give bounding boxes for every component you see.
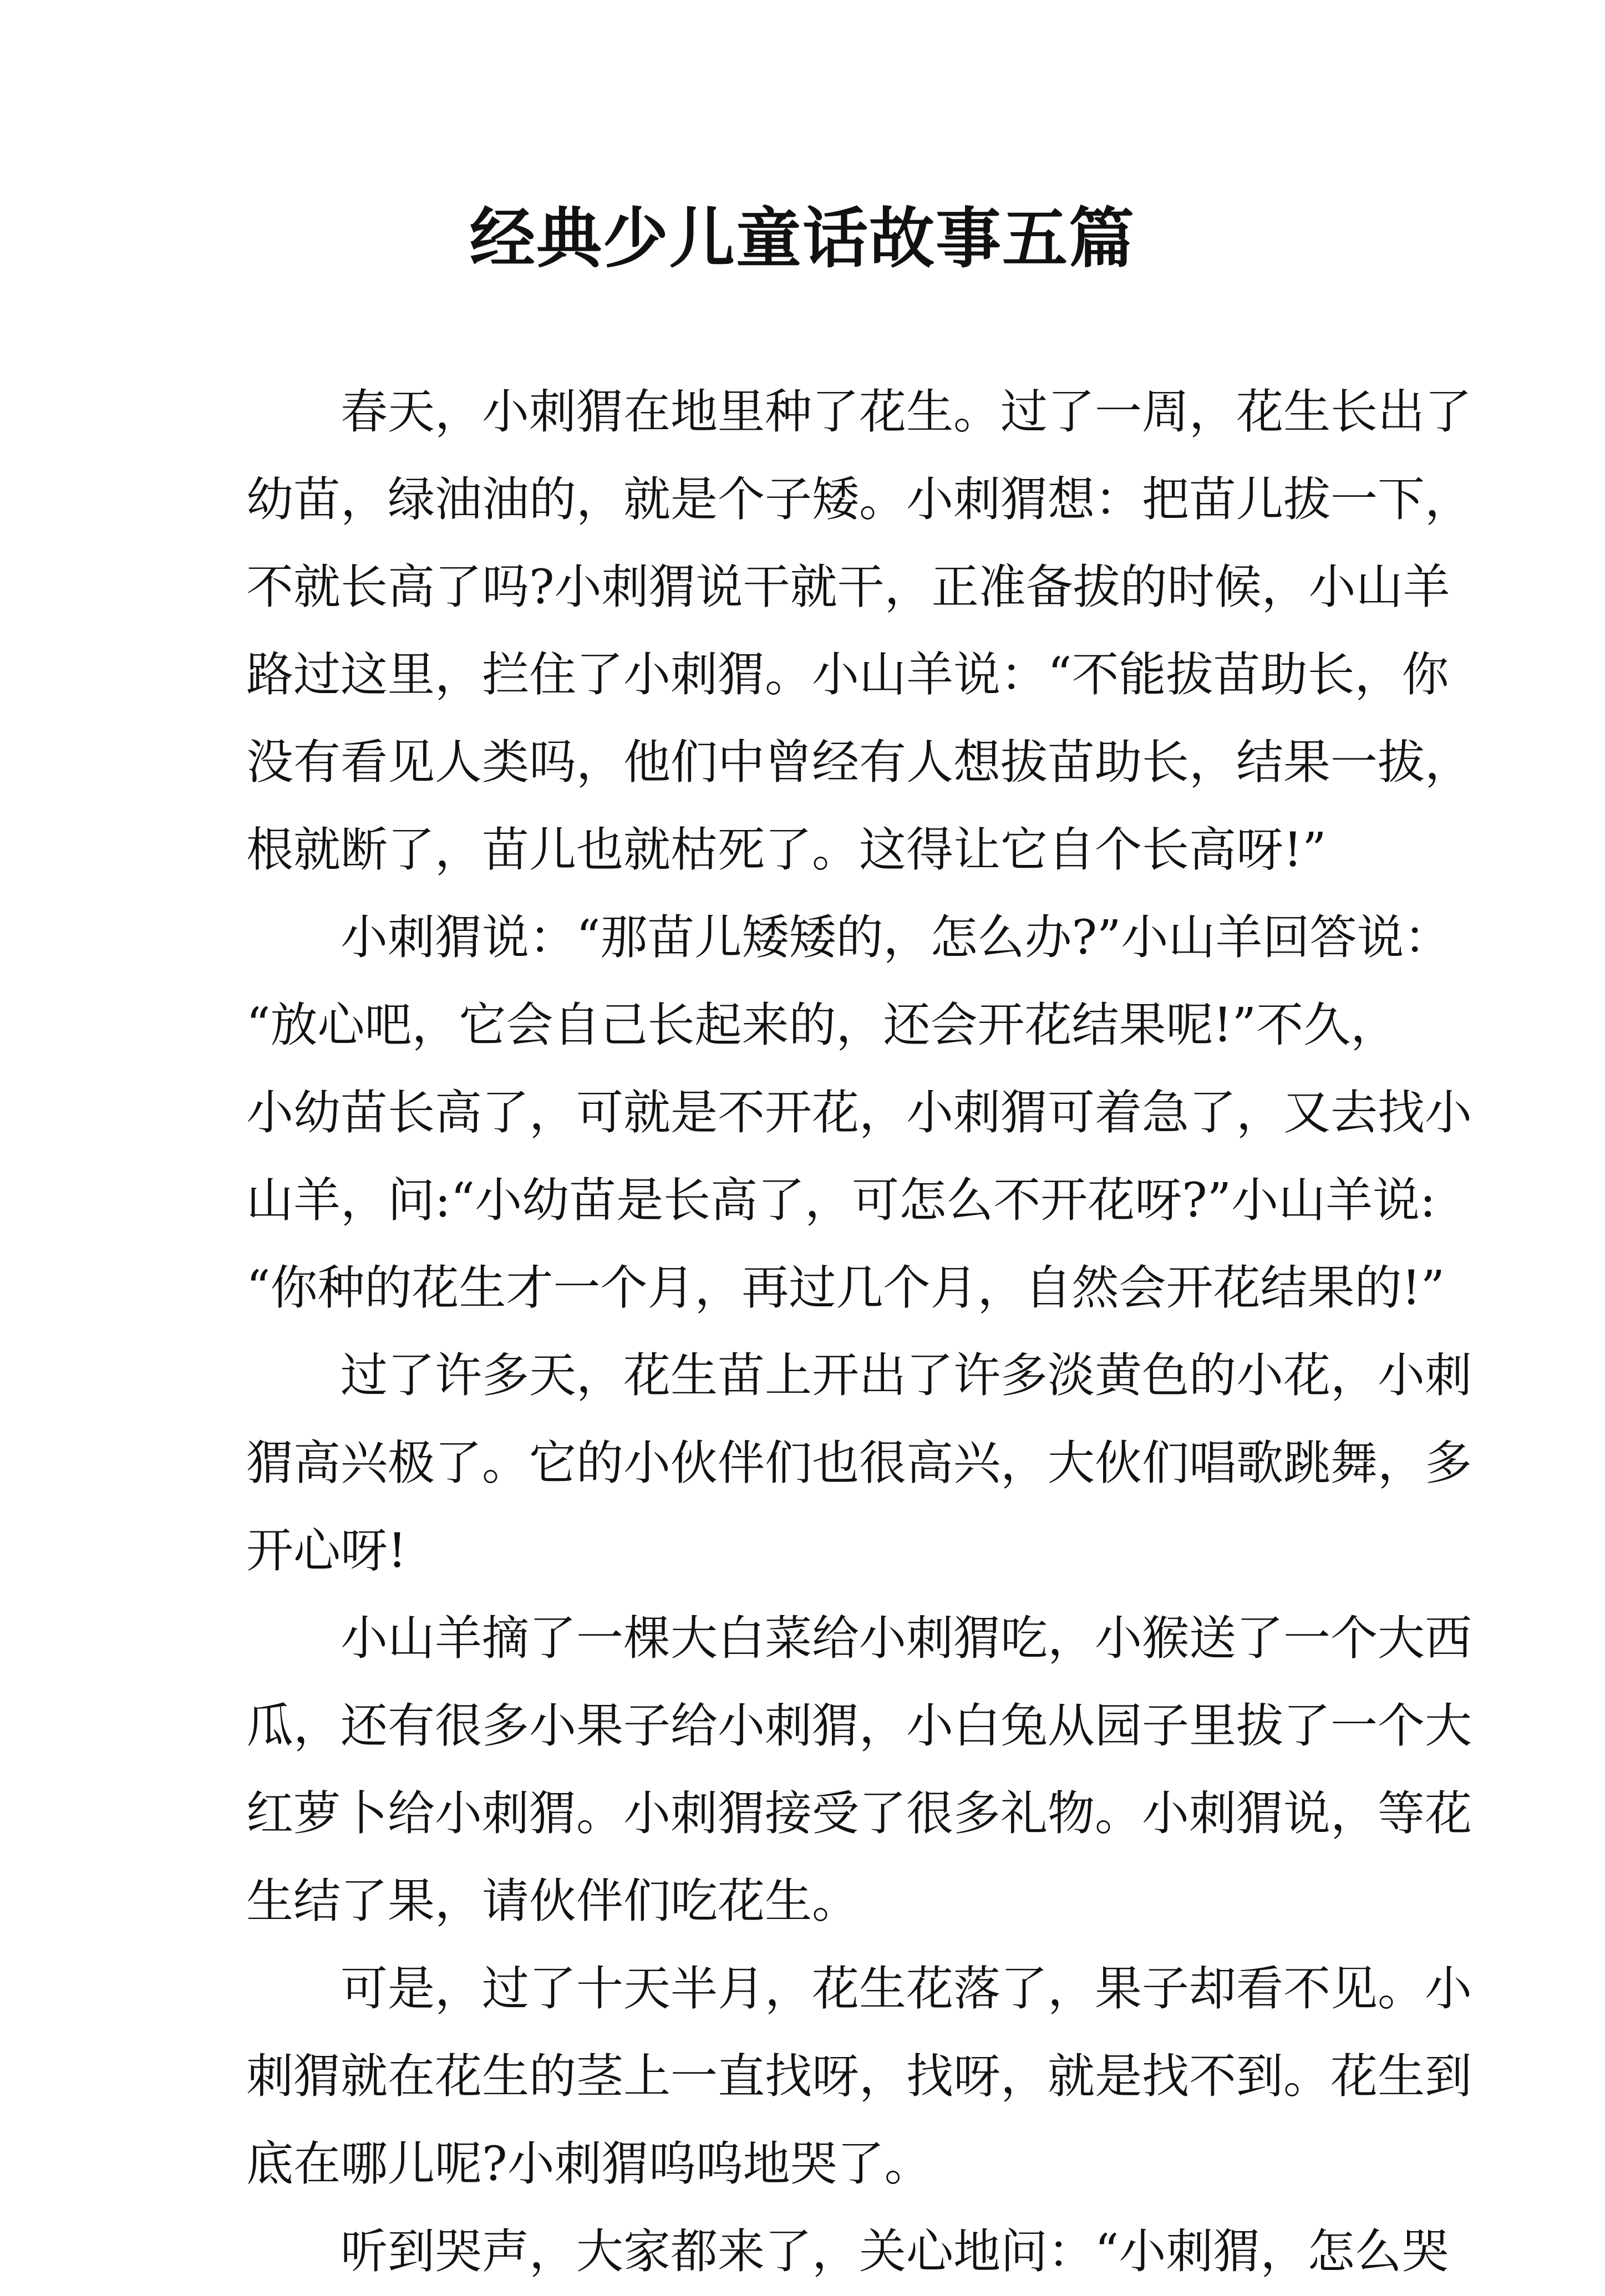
story-body — [246, 369, 1472, 2296]
text-line: 幼苗，绿油油的，就是个子矮。小刺猬想：把苗儿拔一下， — [246, 472, 1472, 527]
text-line: 春天，小刺猬在地里种了花生。过了一周，花生长出了 — [341, 385, 1472, 440]
document-title: 经典少儿童话故事五篇 — [469, 200, 1135, 277]
text-line: 猬高兴极了。它的小伙伴们也很高兴，大伙们唱歌跳舞，多 — [246, 1436, 1472, 1491]
text-line: 不就长高了吗?小刺猬说干就干，正准备拔的时候，小山羊 — [246, 560, 1450, 615]
text-line: 开心呀! — [246, 1524, 407, 1579]
text-line: 可是，过了十天半月，花生花落了，果子却看不见。小 — [341, 1962, 1472, 2017]
text-line: 没有看见人类吗，他们中曾经有人想拔苗助长，结果一拔， — [246, 735, 1472, 790]
text-line: 根就断了，苗儿也就枯死了。这得让它自个长高呀!” — [246, 823, 1327, 878]
text-line: 刺猬就在花生的茎上一直找呀，找呀，就是找不到。花生到 — [246, 2049, 1472, 2104]
text-line: 红萝卜给小刺猬。小刺猬接受了很多礼物。小刺猬说，等花 — [246, 1786, 1472, 1841]
text-line: 底在哪儿呢?小刺猬呜呜地哭了。 — [246, 2137, 932, 2192]
text-line: 小山羊摘了一棵大白菜给小刺猬吃，小猴送了一个大西 — [341, 1611, 1472, 1666]
text-line: 小刺猬说：“那苗儿矮矮的，怎么办?”小山羊回答说： — [341, 910, 1451, 965]
text-line: 山羊，问:“小幼苗是长高了，可怎么不开花呀?”小山羊说: — [246, 1173, 1436, 1228]
text-line: 小幼苗长高了，可就是不开花，小刺猬可着急了，又去找小 — [246, 1086, 1472, 1141]
text-line: 生结了果，请伙伴们吃花生。 — [246, 1874, 860, 1929]
text-line: 过了许多天，花生苗上开出了许多淡黄色的小花，小刺 — [341, 1348, 1472, 1403]
text-line: 瓜，还有很多小果子给小刺猬，小白兔从园子里拔了一个大 — [246, 1699, 1472, 1754]
text-line: 听到哭声，大家都来了，关心地问：“小刺猬，怎么哭 — [341, 2224, 1449, 2279]
text-line: 路过这里，拦住了小刺猬。小山羊说：“不能拔苗助长，你 — [246, 648, 1449, 702]
text-line: “放心吧，它会自己长起来的，还会开花结果呢!”不久， — [246, 998, 1398, 1053]
text-line: “你种的花生才一个月，再过几个月，自然会开花结果的!” — [246, 1261, 1445, 1316]
